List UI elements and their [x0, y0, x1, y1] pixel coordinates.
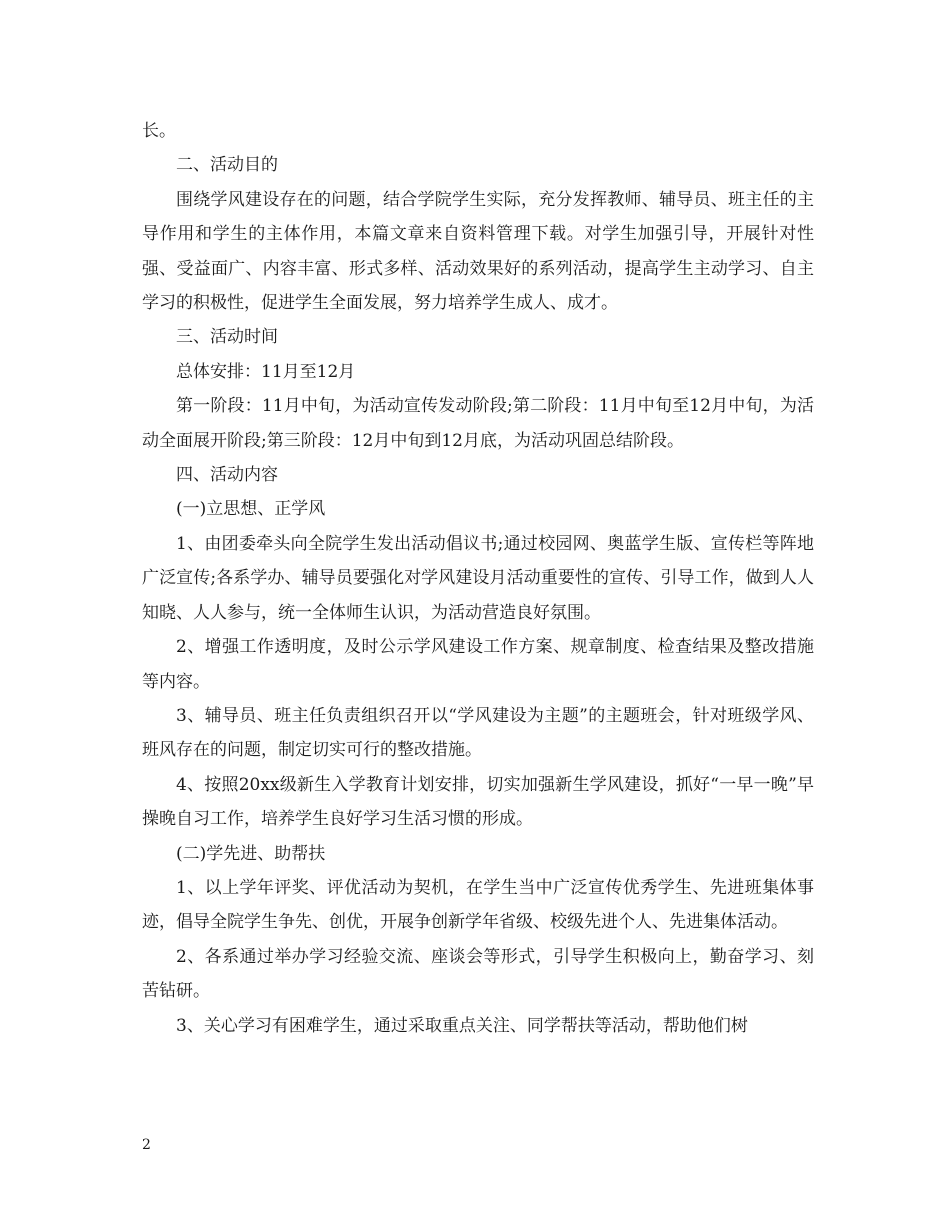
section-heading-purpose: 二、活动目的: [176, 155, 278, 176]
list-item: 4、按照20xx级新生入学教育计划安排，切实加强新生学风建设，抓好“一早一晚”早操晚自习工作，培养学生良好学习生活习惯的形成。: [142, 774, 814, 830]
section-heading-content: 四、活动内容: [176, 465, 278, 486]
list-item: 2、增强工作透明度，及时公示学风建设工作方案、规章制度、检查结果及整改措施等内容。: [142, 637, 814, 692]
subsection-heading-2: (二)学先进、助帮扶: [176, 843, 326, 864]
document-body: [142, 114, 814, 1043]
list-item: 1、由团委牵头向全院学生发出活动倡议书;通过校园网、奥蓝学生版、宣传栏等阵地广泛宣传;各系学办、辅导员要强化对学风建设月活动重要性的宣传、引导工作，做到人人知晓、人人参与，统一全体师生认识，为活动营造良好氛围。: [142, 533, 814, 623]
list-item: 2、各系通过举办学习经验交流、座谈会等形式，引导学生积极向上，勤奋学习、刻苦钻研。: [142, 946, 814, 1002]
subsection-heading-1: (一)立思想、正学风: [176, 499, 326, 520]
paragraph-stages: 第一阶段：11月中旬，为活动宣传发动阶段;第二阶段：11月中旬至12月中旬，为活动全面展开阶段;第三阶段：12月中旬到12月底，为活动巩固总结阶段。: [142, 396, 814, 451]
list-item: 1、以上学年评奖、评优活动为契机，在学生当中广泛宣传优秀学生、先进班集体事迹，倡导全院学生争先、创优，开展争创新学年省级、校级先进个人、先进集体活动。: [142, 877, 814, 933]
paragraph-purpose: 围绕学风建设存在的问题，结合学院学生实际，充分发挥教师、辅导员、班主任的主导作用和学生的主体作用，本篇文章来自资料管理下载。对学生加强引导，开展针对性强、受益面广、内容丰富、形式多样、活动效果好的系列活动，提高学生主动学习、自主学习的积极性，促进学生全面发展，努力培养学生成人、成才。: [142, 189, 814, 314]
page-number: 2: [142, 1137, 151, 1153]
section-heading-time: 三、活动时间: [176, 327, 278, 348]
list-item: 3、辅导员、班主任负责组织召开以“学风建设为主题”的主题班会，针对班级学风、班风存在的问题，制定切实可行的整改措施。: [142, 705, 814, 761]
paragraph-continuation: 长。: [142, 121, 176, 141]
paragraph-overall-schedule: 总体安排：11月至12月: [176, 361, 356, 382]
list-item: 3、关心学习有困难学生，通过采取重点关注、同学帮扶等活动，帮助他们树: [176, 1015, 748, 1036]
